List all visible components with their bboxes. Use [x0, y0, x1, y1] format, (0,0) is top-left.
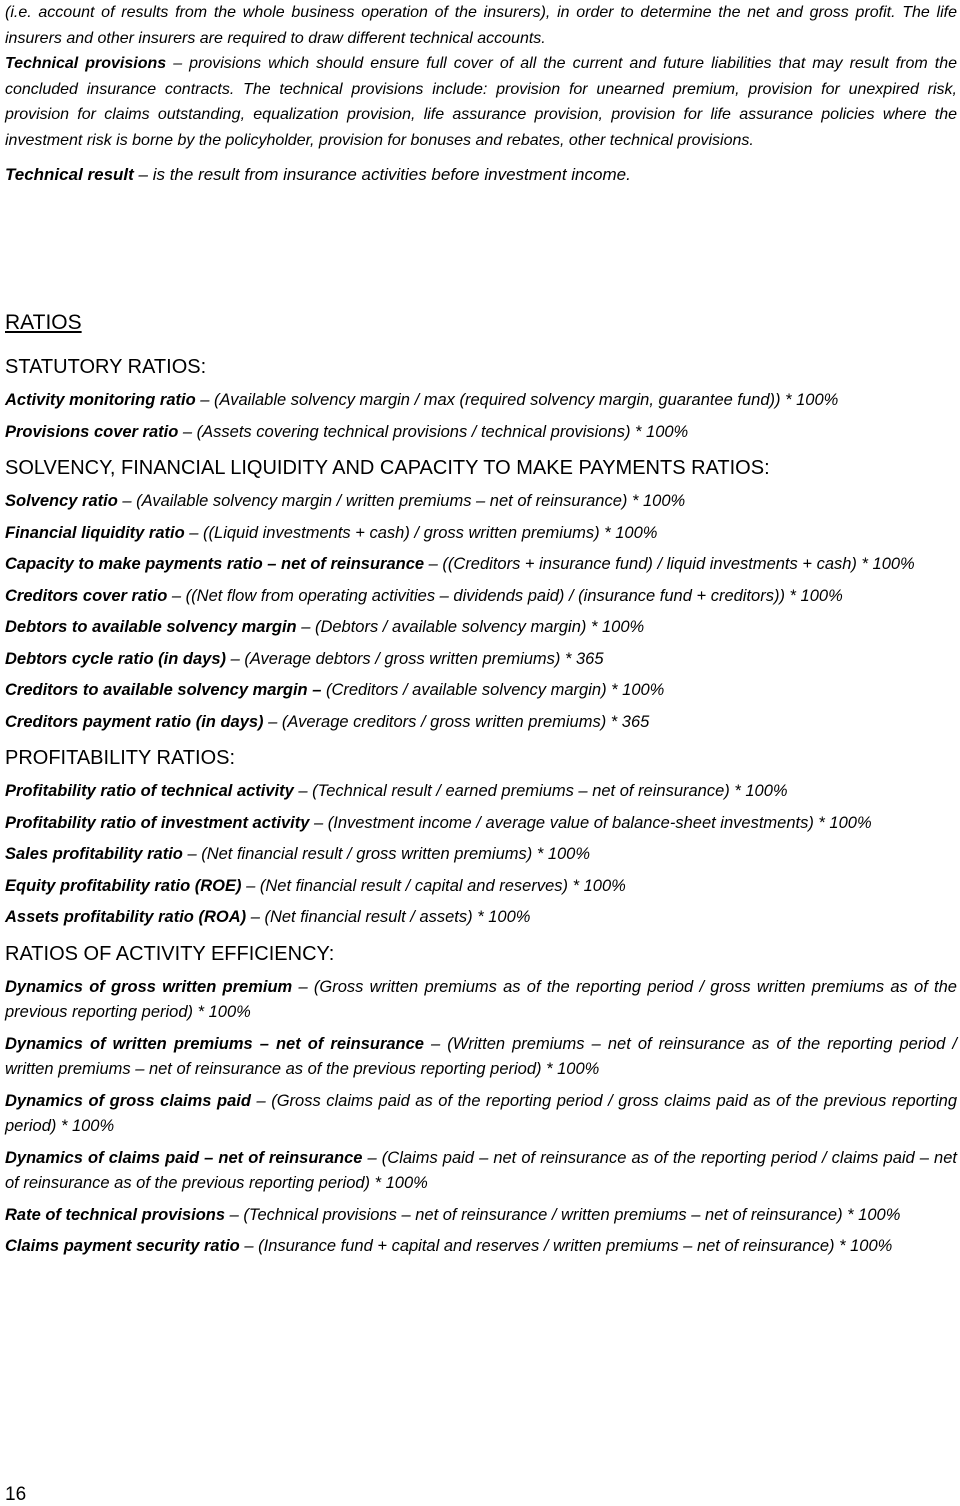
section-title: SOLVENCY, FINANCIAL LIQUIDITY AND CAPACITY TO MAKE PAYMENTS RATIOS: [5, 457, 770, 479]
ratio-formula: – (Average debtors / gross written premiums) * 365 [226, 649, 604, 668]
ratio-name: Profitability ratio of technical activity [5, 782, 294, 800]
ratio-definition [5, 489, 957, 515]
ratio-name: Equity profitability ratio (ROE) [5, 876, 242, 895]
ratio-name: Debtors cycle ratio (in days) [5, 649, 226, 668]
ratio-name: Dynamics of gross claims paid [5, 1091, 251, 1110]
ratios-heading: RATIOS [5, 311, 82, 334]
ratio-name: Solvency ratio [5, 492, 118, 510]
ratio-name: Financial liquidity ratio [5, 523, 185, 542]
ratio-definition [5, 874, 957, 900]
ratio-definition [5, 779, 957, 805]
ratio-formula: – (Technical provisions – net of reinsurance / written premiums – net of reinsurance) * 100% [225, 1205, 901, 1224]
ratio-definition [5, 552, 957, 578]
ratio-definition [5, 842, 957, 868]
ratio-name: Capacity to make payments ratio – net of reinsurance [5, 555, 425, 573]
ratio-name: Assets profitability ratio (ROA) [5, 908, 247, 926]
ratio-name: Creditors to available solvency margin – [5, 681, 322, 699]
ratio-definition [5, 420, 957, 446]
ratio-formula: – (Gross claims paid as of the reporting period / gross claims paid as of the previous reporting period) * 100% [5, 1091, 957, 1135]
ratio-name: Creditors payment ratio (in days) [5, 712, 264, 731]
ratio-formula: – (Net financial result / gross written premiums) * 100% [182, 845, 591, 863]
ratio-definition [5, 1203, 957, 1229]
ratio-definition [5, 647, 957, 673]
ratio-formula: – (Claims paid – net of reinsurance as of the reporting period / claims paid – net of reinsurance as of the previous reporting period) * 100% [5, 1148, 957, 1192]
ratio-formula: – (Assets covering technical provisions / technical provisions) * 100% [178, 422, 689, 441]
ratio-name: Claims payment security ratio [5, 1237, 240, 1255]
ratio-definition [5, 1146, 957, 1197]
ratio-name: Activity monitoring ratio [5, 391, 196, 409]
ratio-definition [5, 584, 957, 610]
ratio-formula: – (Net financial result / capital and reserves) * 100% [241, 876, 626, 895]
technical-result-text: – is the result from insurance activities before investment income. [133, 165, 631, 184]
ratio-definition [5, 905, 957, 931]
document-page [5, 0, 957, 1255]
ratio-name: Dynamics of gross written premium [5, 977, 293, 996]
technical-provisions-text: – provisions which should ensure full cover of all the current and future liabilities that may result from the concluded insurance contracts. The technical provisions include: provision for unearned premium, provision for unexpired risk, provision for claims outstanding, equalization provision, life assurance provision, provision for life assurance policies where the investment risk is borne by the policyholder, provision for bonuses and rebates, other technical provisions. [5, 55, 957, 149]
ratio-definition [5, 1032, 957, 1083]
ratio-name: Dynamics of claims paid – net of reinsurance [5, 1148, 363, 1167]
ratio-formula: – (Written premiums – net of reinsurance as of the reporting period / written premiums – net of reinsurance as of the previous reporting period) * 100% [5, 1034, 957, 1078]
section-title: PROFITABILITY RATIOS: [5, 747, 236, 769]
ratio-formula: – ((Net flow from operating activities – dividends paid) / (insurance fund + creditors)) * 100% [167, 586, 843, 605]
ratio-name: Dynamics of written premiums – net of reinsurance [5, 1034, 424, 1053]
ratio-formula: – (Debtors / available solvency margin) * 100% [296, 618, 645, 636]
ratio-name: Provisions cover ratio [5, 422, 179, 441]
ratio-definition [5, 678, 957, 704]
ratio-formula: – (Average creditors / gross written premiums) * 365 [263, 712, 650, 731]
ratio-name: Profitability ratio of investment activity [5, 813, 310, 832]
page-number: 16 [5, 1484, 27, 1505]
technical-provisions-term: Technical provisions [5, 55, 167, 72]
ratio-definition [5, 615, 957, 641]
section-title: RATIOS OF ACTIVITY EFFICIENCY: [5, 942, 335, 965]
ratio-definition [5, 710, 957, 736]
ratio-name: Debtors to available solvency margin [5, 618, 297, 636]
ratio-formula: – (Investment income / average value of balance-sheet investments) * 100% [309, 813, 872, 832]
ratio-definition [5, 811, 957, 837]
ratio-name: Creditors cover ratio [5, 586, 168, 605]
ratio-formula: – ((Creditors + insurance fund) / liquid investments + cash) * 100% [424, 555, 915, 573]
ratio-formula: – (Net financial result / assets) * 100% [246, 908, 531, 926]
ratio-definition [5, 975, 957, 1026]
ratio-formula: – (Available solvency margin / written premiums – net of reinsurance) * 100% [117, 492, 686, 510]
ratio-definition [5, 1089, 957, 1140]
ratio-name: Sales profitability ratio [5, 845, 183, 863]
ratio-definition [5, 521, 957, 547]
ratio-definition [5, 1234, 957, 1260]
ratio-formula: – (Gross written premiums as of the reporting period / gross written premiums as of the previous reporting period) * 100% [5, 977, 957, 1021]
ratio-formula: – (Available solvency margin / max (required solvency margin, guarantee fund)) * 100% [195, 391, 839, 409]
section-title: STATUTORY RATIOS: [5, 356, 207, 378]
ratio-formula: – (Technical result / earned premiums – net of reinsurance) * 100% [293, 782, 788, 800]
intro-text [5, 0, 957, 188]
technical-provisions-definition [5, 51, 957, 153]
ratio-name: Rate of technical provisions [5, 1205, 226, 1224]
ratio-definition [5, 388, 957, 414]
technical-result-definition [5, 162, 957, 188]
intro-paragraph: (i.e. account of results from the whole business operation of the insurers), in order to determine the net and gross profit. The life insurers and other insurers are required to draw different technical accounts. [5, 4, 957, 47]
ratios-sections [5, 354, 957, 1260]
ratio-formula: – ((Liquid investments + cash) / gross written premiums) * 100% [184, 523, 658, 542]
ratio-formula: – (Insurance fund + capital and reserves / written premiums – net of reinsurance) * 100% [239, 1237, 893, 1255]
ratio-formula: (Creditors / available solvency margin) * 100% [321, 681, 665, 699]
technical-result-term: Technical result [5, 165, 134, 184]
